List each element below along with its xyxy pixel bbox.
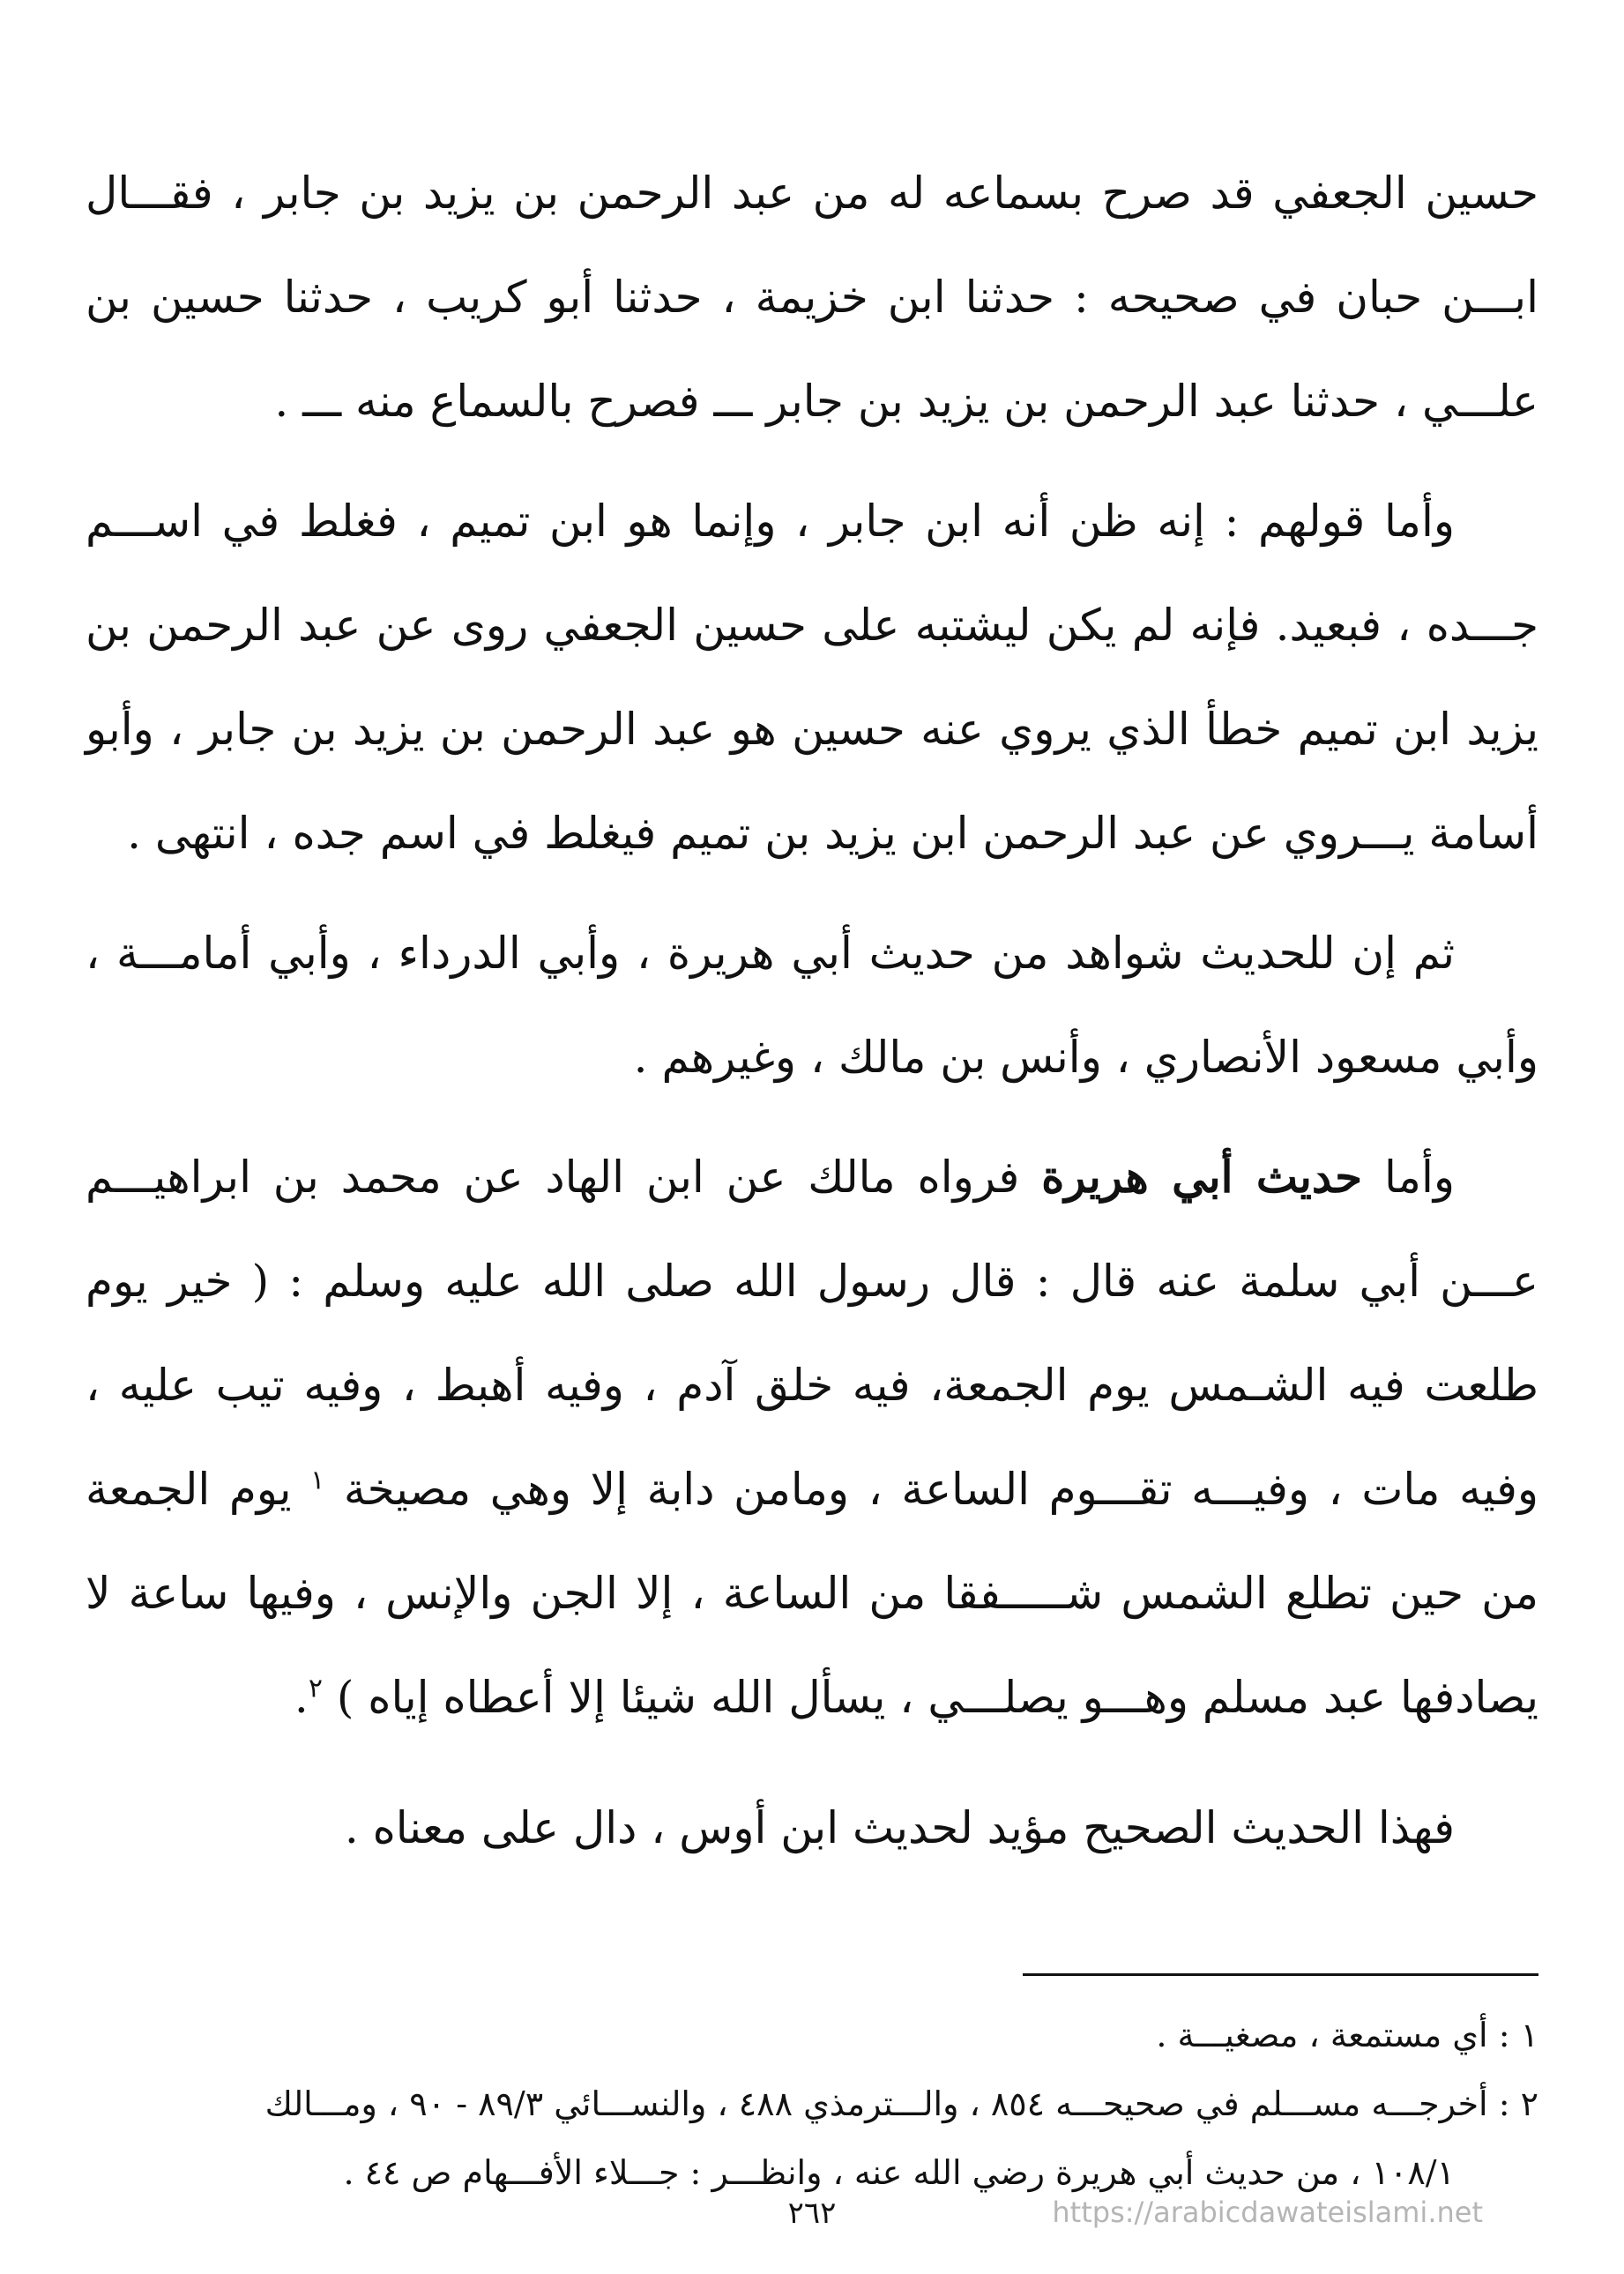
main-text	[86, 141, 1538, 1896]
watermark-url: https://arabicdawateislami.net	[1052, 2196, 1483, 2229]
footnote-marker-2: ٢	[308, 1673, 323, 1704]
hadith-text-part-1: فرواه مالك عن ابن الهاد عن محمد بن ابراهيـــم عـــن أبي سلمة عنه قال : قال رسول الله صلى الله عليه وسلم : ( خير يوم طلعت فيه الشـمس يوم الجمعة، فيه خلق آدم ، وفيه أهبط ، وفيه تيب عليه ، وفيه مات ، وفيـــه تقـــوم الساعة ، ومامن دابة إلا وهي مصيخة	[86, 1152, 1538, 1515]
footnote-2-continuation: ١٠٨/١ ، من حديث أبي هريرة رضي الله عنه ، وانظـــر : جـــلاء الأفـــهام ص ٤٤ .	[343, 2153, 1455, 2192]
footnotes	[86, 2003, 1538, 2204]
hadith-title: حديث أبي هريرة	[1041, 1151, 1363, 1203]
footnote-separator	[1023, 1973, 1538, 1976]
footnote-2: ٢ : أخرجـــه مســـلم في صحيحـــه ٨٥٤ ، والـــترمذي ٤٨٨ ، والنســـائي ٨٩/٣ - ٩٠ ، ومـــالك	[264, 2084, 1538, 2123]
hadith-intro: وأما	[1383, 1152, 1455, 1203]
hadith-text-part-2: يوم الجمعة من حين تطلع الشمس شـــــفقا من الساعة ، إلا الجن والإنس ، وفيها ساعة لا يصادفها عبد مسلم وهـــو يصلـــي ، يسأل الله شيئا إلا أعطاه إياه )	[86, 1464, 1538, 1723]
hadith-paragraph	[86, 1125, 1538, 1749]
paragraph-1: حسين الجعفي قد صرح بسماعه له من عبد الرحمن بن يزيد بن جابر ، فقـــال ابـــن حبان في صحيحه : حدثنا ابن خزيمة ، حدثنا أبو كريب ، حدثنا حسين بن علـــي ، حدثنا عبد الرحمن بن يزيد بن جابر ـــ فصرح بالسماع منه ـــ .	[86, 168, 1538, 427]
paragraph-2: وأما قولهم : إنه ظن أنه ابن جابر ، وإنما هو ابن تميم ، فغلط في اســـم جـــده ، فبعيد. فإنه لم يكن ليشتبه على حسين الجعفي روى عن عبد الرحمن بن يزيد ابن تميم خطأ الذي يروي عنه حسين هو عبد الرحمن بن يزيد بن جابر ، وأبو أسامة يـــروي عن عبد الرحمن ابن يزيد بن تميم فيغلط في اسم جده ، انتهى .	[86, 496, 1538, 859]
paragraph-3: ثم إن للحديث شواهد من حديث أبي هريرة ، وأبي الدرداء ، وأبي أمامـــة ، وأبي مسعود الأنصاري ، وأنس بن مالك ، وغيرهم .	[86, 928, 1538, 1083]
page-number: ٢٦٢	[787, 2196, 837, 2231]
footnote-1: ١ : أي مستمعة ، مصغيـــة .	[1156, 2016, 1538, 2054]
conclusion-paragraph: فهذا الحديث الصحيح مؤيد لحديث ابن أوس ، دال على معناه .	[344, 1802, 1455, 1853]
hadith-end: .	[294, 1672, 309, 1723]
footnote-marker-1: ١	[310, 1465, 325, 1496]
